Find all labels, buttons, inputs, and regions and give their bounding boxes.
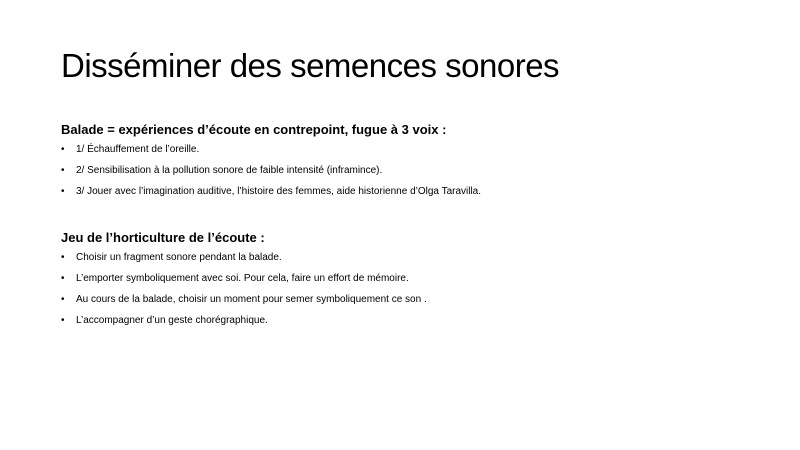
bullet-dot-icon: • (61, 315, 65, 326)
bullet-text: 2/ Sensibilisation à la pollution sonore de faible intensité (inframince). (76, 165, 383, 176)
bullet-item (61, 272, 761, 285)
bullet-dot-icon: • (61, 144, 65, 155)
bullet-item (61, 143, 761, 156)
bullet-item (61, 164, 761, 177)
bullet-item (61, 185, 761, 198)
bullet-list (61, 251, 761, 327)
bullet-text: L’emporter symboliquement avec soi. Pour cela, faire un effort de mémoire. (76, 273, 409, 284)
slide-title: Disséminer des semences sonores (61, 47, 560, 84)
bullet-text: Choisir un fragment sonore pendant la balade. (76, 252, 282, 263)
bullet-dot-icon: • (61, 294, 65, 305)
bullet-item (61, 293, 761, 306)
bullet-text: 1/ Échauffement de l’oreille. (76, 144, 200, 155)
bullet-dot-icon: • (61, 273, 65, 284)
section-balade (61, 121, 761, 206)
bullet-text: Au cours de la balade, choisir un moment pour semer symboliquement ce son . (76, 294, 427, 305)
bullet-text: L’accompagner d’un geste chorégraphique. (76, 315, 268, 326)
bullet-list (61, 143, 761, 198)
bullet-item (61, 251, 761, 264)
bullet-dot-icon: • (61, 186, 65, 197)
bullet-item (61, 314, 761, 327)
section-heading: Jeu de l’horticulture de l’écoute : (61, 230, 265, 245)
bullet-text: 3/ Jouer avec l’imagination auditive, l’histoire des femmes, aide historienne d’Olga Taravilla. (76, 186, 482, 197)
bullet-dot-icon: • (61, 252, 65, 263)
section-horticulture (61, 229, 761, 335)
section-heading: Balade = expériences d’écoute en contrepoint, fugue à 3 voix : (61, 122, 447, 137)
bullet-dot-icon: • (61, 165, 65, 176)
